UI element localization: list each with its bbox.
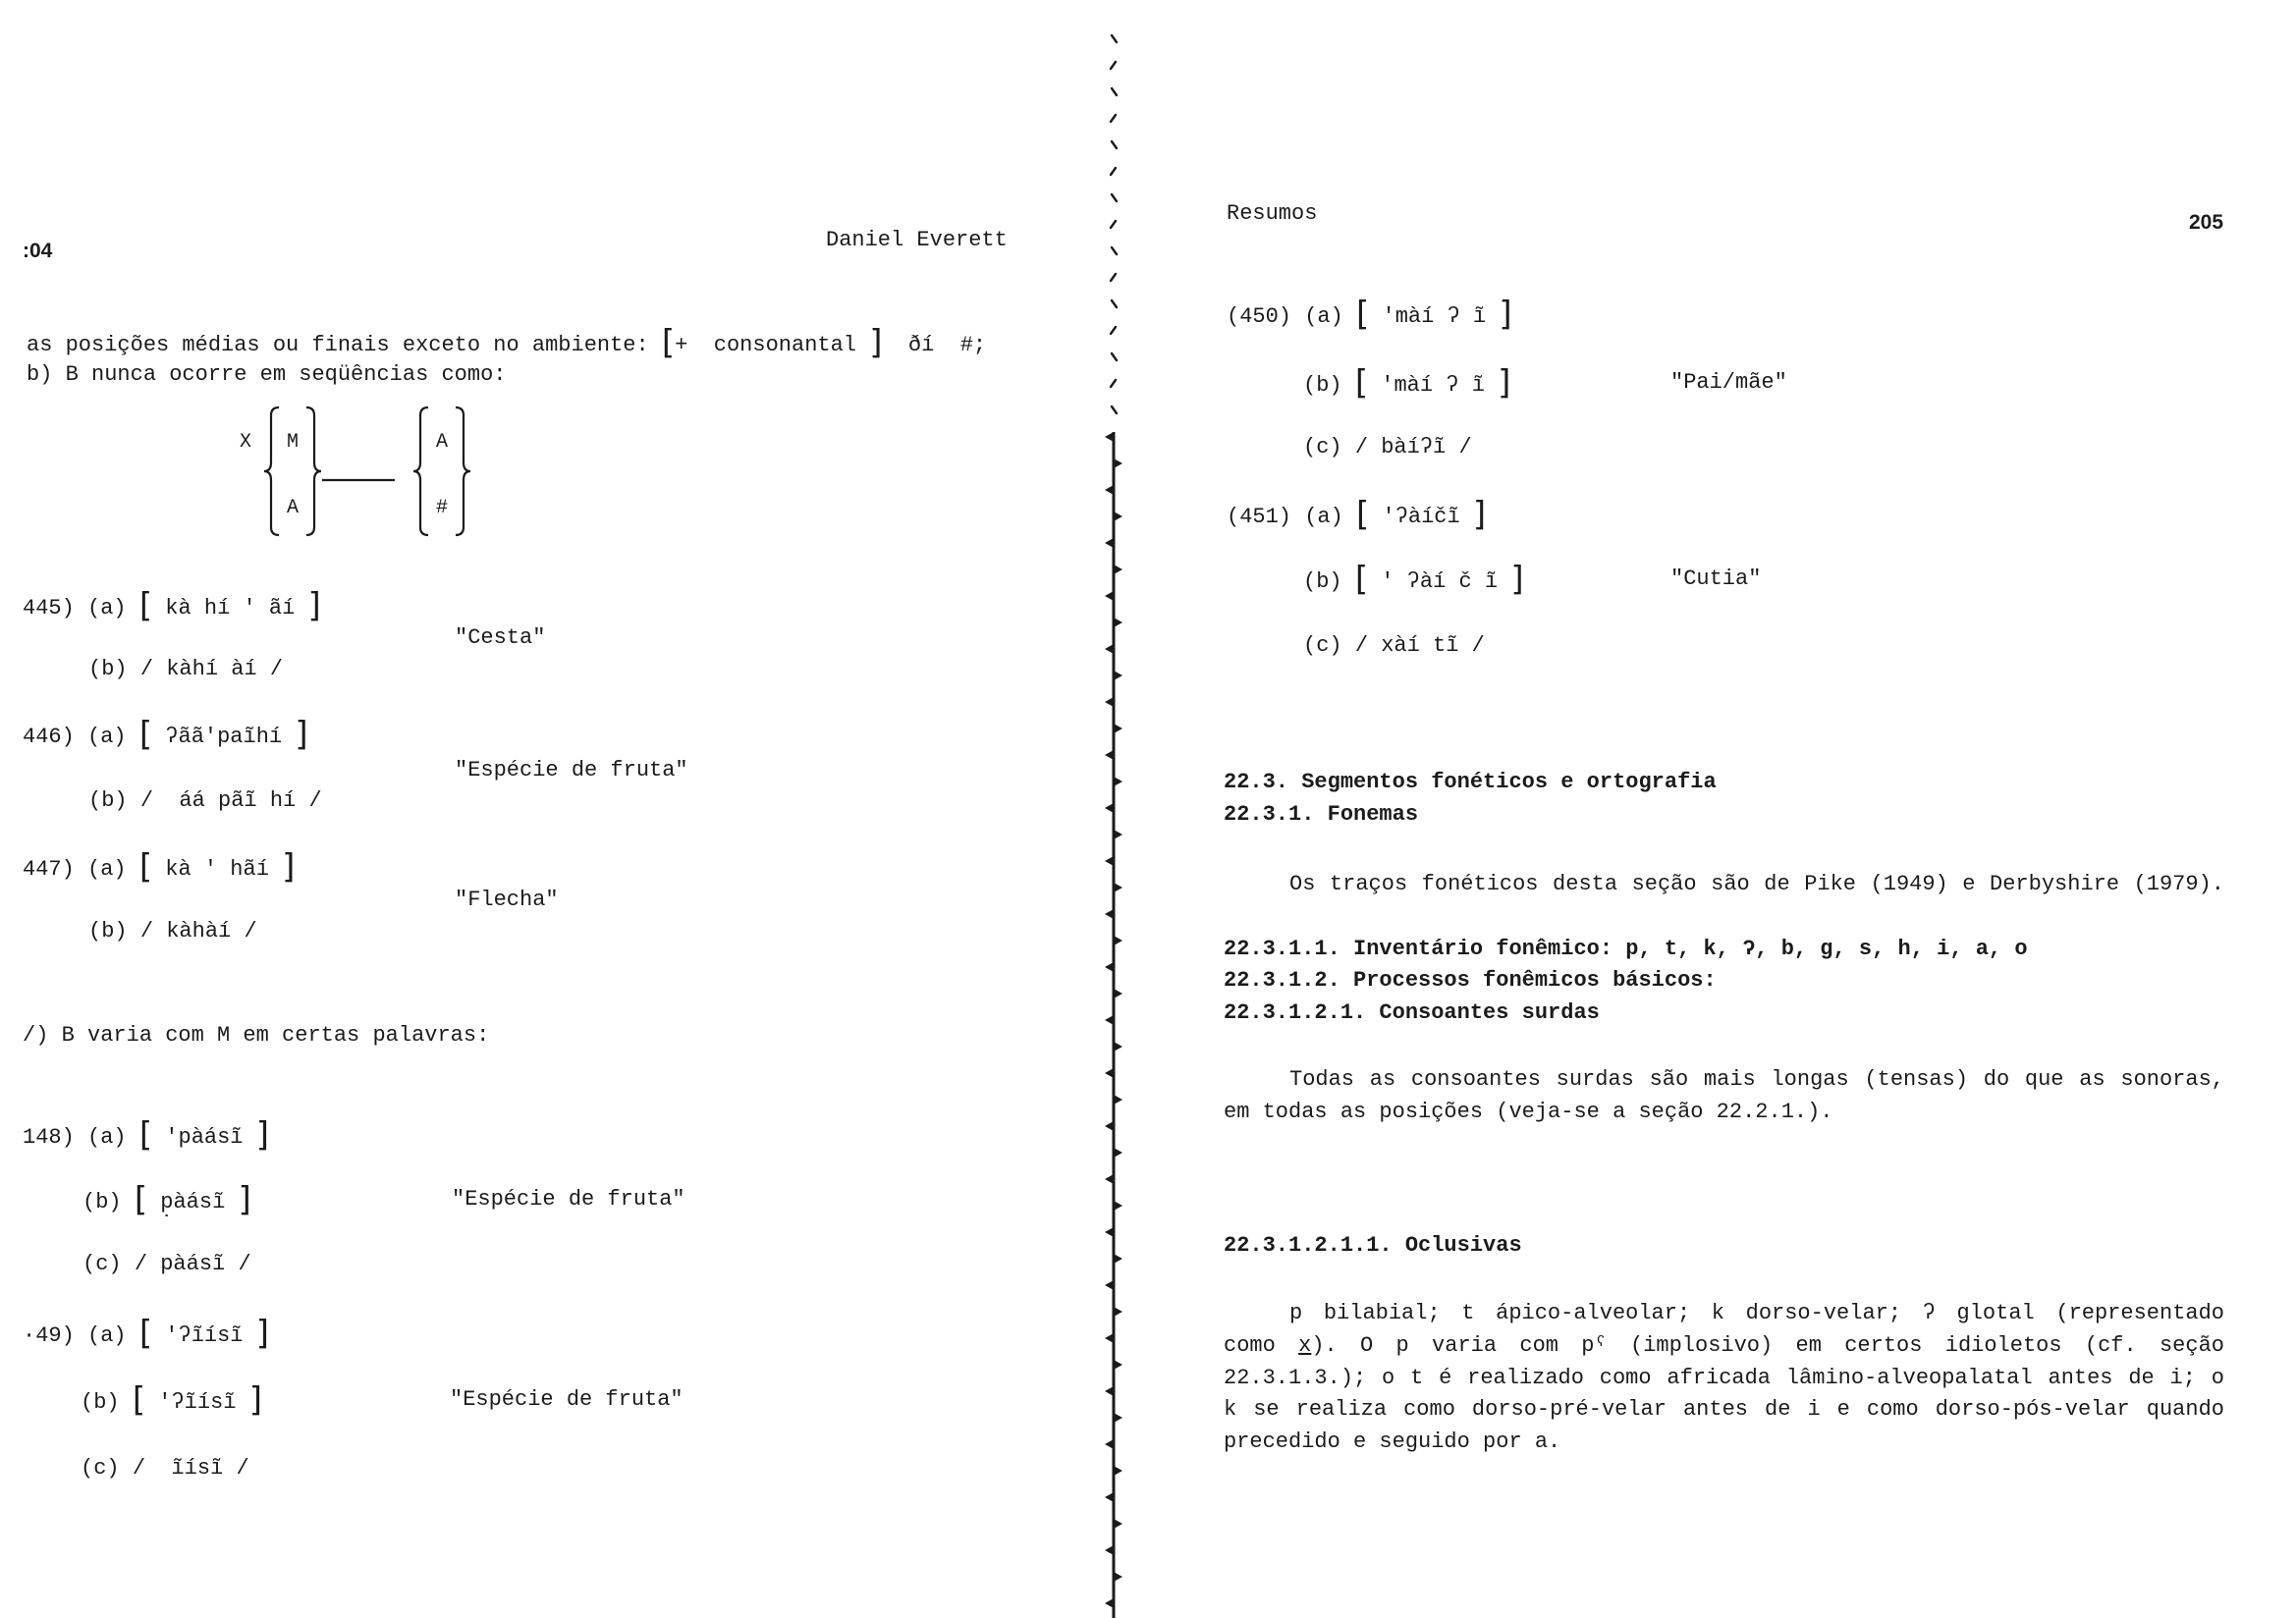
example-line [1227, 495, 1487, 534]
binding-tick [1114, 512, 1122, 521]
section-heading: 22.3. Segmentos fonéticos e ortografia [1224, 770, 1717, 794]
phonetic-form: kà hí ' ãí [165, 596, 296, 620]
example-sub: (b) [1303, 373, 1342, 398]
section-heading: 22.3.1.2.1.1. Oclusivas [1224, 1233, 1522, 1258]
example-line [82, 1180, 251, 1219]
example-sub: (a) [87, 725, 127, 749]
close-bracket: ] [1499, 295, 1512, 334]
example-sub: (c) [82, 1252, 122, 1276]
binding-tick [1105, 644, 1114, 654]
close-slash: / [308, 788, 322, 813]
close-bracket: ] [238, 1180, 251, 1219]
open-bracket: [ [138, 715, 153, 754]
close-bracket: ] [1498, 363, 1511, 403]
example-number: (451) [1227, 505, 1292, 529]
binding-tick [1114, 1413, 1122, 1423]
example-line [81, 1458, 249, 1480]
open-bracket: [ [1354, 363, 1369, 403]
binding-stitch [1111, 274, 1116, 281]
formula-group1-top: M [286, 431, 300, 454]
example-gloss: "Espécie de fruta" [452, 1187, 685, 1212]
binding-tick [1105, 432, 1114, 442]
phonemic-form: bàíʔĩ [1381, 435, 1447, 459]
example-line [1303, 635, 1485, 657]
example-line [23, 847, 296, 887]
rule-c: /) B varia com M em certas palavras: [23, 1023, 490, 1048]
example-line [1303, 560, 1524, 599]
example-line [23, 586, 321, 625]
example-line [82, 1254, 251, 1275]
paragraph-line: precedido e seguido por a. [1224, 1429, 1561, 1454]
example-number: 148) [23, 1125, 75, 1150]
sequence-formula [224, 398, 475, 545]
close-bracket: ] [307, 586, 321, 625]
close-bracket: ] [869, 323, 883, 362]
binding-tick [1105, 1121, 1114, 1131]
phonetic-form: 'màí ʔ ĩ [1382, 304, 1487, 329]
binding-tick [1105, 909, 1114, 919]
example-line [88, 790, 322, 812]
close-slash: / [269, 657, 284, 681]
binding-tick [1105, 1068, 1114, 1078]
example-line [1303, 363, 1511, 403]
example-line [1303, 437, 1472, 458]
open-bracket: [ [134, 1180, 148, 1219]
open-bracket: [ [138, 1314, 153, 1353]
example-sub: (c) [1303, 633, 1342, 658]
binding-tick [1114, 1572, 1122, 1582]
text-run: como [1224, 1333, 1276, 1358]
binding-tick [1114, 777, 1122, 786]
binding-tick [1114, 1148, 1122, 1158]
example-gloss: "Cutia" [1670, 566, 1762, 591]
example-sub: (a) [1304, 505, 1343, 529]
paragraph-line: p bilabial; t ápico-alveolar; k dorso-velar; ʔ glotal (representado [1289, 1301, 2224, 1325]
binding-tick [1114, 1466, 1122, 1476]
phonetic-form: 'ʔĩísĩ [165, 1323, 244, 1348]
binding-tick [1105, 1280, 1114, 1290]
open-slash: / [139, 919, 154, 944]
binding-tick [1114, 724, 1122, 733]
left-brace [413, 407, 428, 535]
example-gloss: "Espécie de fruta" [455, 758, 688, 782]
rule-b: b) B nunca ocorre em seqüências como: [27, 362, 507, 387]
binding-tick [1105, 1492, 1114, 1502]
binding-tick [1105, 1227, 1114, 1237]
open-bracket: [ [1354, 560, 1369, 599]
example-gloss: "Cesta" [455, 625, 546, 650]
binding-stitch [1112, 35, 1117, 42]
binding-tick [1105, 803, 1114, 813]
phonetic-form: 'màí ʔ ĩ [1381, 373, 1485, 398]
example-line [88, 659, 283, 680]
binding-tick [1114, 1042, 1122, 1052]
binding-stitch [1112, 194, 1117, 201]
binding-stitch [1112, 300, 1117, 307]
example-sub: (b) [82, 1190, 122, 1214]
text-run: ). O p varia com pˤ (implosivo) em certos idioletos (cf. seção [1311, 1333, 2224, 1358]
paragraph-line: k se realiza como dorso-pré-velar antes de i e como dorso-pós-velar quando [1224, 1397, 2224, 1422]
open-slash: / [139, 657, 154, 681]
binding-tick [1105, 1174, 1114, 1184]
formula-group1-bottom: A [286, 497, 300, 519]
open-slash: / [139, 788, 154, 813]
book-spine-binding [1100, 0, 1127, 1618]
binding-stitch [1111, 221, 1116, 228]
example-sub: (b) [88, 919, 128, 944]
example-gloss: "Espécie de fruta" [450, 1387, 683, 1412]
example-sub: (a) [87, 857, 127, 882]
phonemic-form: pàásĩ [160, 1252, 226, 1276]
formula-x: X [240, 431, 252, 454]
example-sub: (b) [88, 657, 128, 681]
right-brace [456, 407, 470, 535]
example-number: (450) [1227, 304, 1292, 329]
example-gloss: "Flecha" [455, 888, 559, 912]
binding-tick [1105, 485, 1114, 495]
binding-tick [1114, 830, 1122, 839]
binding-tick [1114, 1360, 1122, 1370]
paragraph-line: 22.3.1.3.); o t é realizado como africada lâmino-alveopalatal antes de i; o [1224, 1366, 2224, 1390]
environment-line [27, 323, 987, 362]
section-heading: 22.3.1.2.1. Consoantes surdas [1224, 1000, 1600, 1025]
phonemic-form: kàhí àí [166, 657, 257, 681]
open-bracket: [ [132, 1380, 146, 1420]
close-bracket: ] [1510, 560, 1524, 599]
open-bracket: [ [138, 586, 153, 625]
binding-tick [1105, 1386, 1114, 1396]
environment-suffix: ðí #; [895, 333, 987, 357]
binding-stitch [1111, 168, 1116, 175]
left-running-head: Daniel Everett [826, 228, 1008, 252]
phonetic-form: 'ʔĩísĩ [158, 1390, 237, 1415]
binding-tick [1105, 1439, 1114, 1449]
binding-tick [1114, 618, 1122, 627]
open-slash: / [1354, 435, 1369, 459]
binding-tick [1114, 671, 1122, 680]
binding-stitch [1112, 88, 1117, 95]
binding-tick [1105, 1333, 1114, 1343]
binding-tick [1114, 883, 1122, 892]
phonetic-form: ' ʔàí č ĩ [1381, 569, 1499, 594]
example-line [1227, 295, 1512, 334]
close-slash: / [238, 1252, 251, 1276]
open-bracket: [ [138, 1115, 153, 1155]
binding-tick [1114, 1307, 1122, 1317]
open-bracket: [ [138, 847, 153, 887]
binding-tick [1114, 565, 1122, 574]
phonemic-form: xàí tĩ [1381, 633, 1459, 658]
example-line [81, 1380, 262, 1420]
paragraph-line [1224, 1335, 2224, 1357]
example-line [23, 1115, 269, 1155]
paragraph-line: Os traços fonéticos desta seção são de Pike (1949) e Derbyshire (1979). [1289, 872, 2224, 896]
phonetic-form: ʔãã'paĩhí [165, 725, 283, 749]
open-slash: / [1354, 633, 1369, 658]
formula-group2-bottom: # [435, 497, 449, 519]
section-heading: 22.3.1.2. Processos fonêmicos básicos: [1224, 968, 1717, 993]
example-number: 447) [23, 857, 75, 882]
formula-group2-top: A [435, 431, 449, 454]
binding-tick [1114, 1519, 1122, 1529]
example-sub: (c) [81, 1456, 120, 1481]
close-bracket: ] [255, 1314, 269, 1353]
binding-stitch [1112, 406, 1117, 413]
paragraph-line: em todas as posições (veja-se a seção 22.2.1.). [1224, 1100, 1833, 1124]
left-page-number: :04 [23, 240, 53, 262]
binding-tick [1105, 750, 1114, 760]
open-bracket: [ [1356, 495, 1370, 534]
binding-tick [1105, 538, 1114, 548]
binding-stitch [1111, 115, 1116, 122]
example-number: 446) [23, 725, 75, 749]
example-gloss: "Pai/mãe" [1670, 370, 1787, 395]
close-bracket: ] [282, 847, 296, 887]
example-sub: (b) [88, 788, 128, 813]
open-slash: / [134, 1252, 148, 1276]
open-bracket: [ [661, 323, 676, 362]
phonemic-form: áá pãĩ hí [166, 788, 297, 813]
right-page-number: 205 [2189, 211, 2224, 234]
paragraph-line: Todas as consoantes surdas são mais longas (tensas) do que as sonoras, [1289, 1067, 2224, 1092]
environment-text: as posições médias ou finais exceto no ambiente: [27, 333, 649, 357]
binding-tick [1105, 591, 1114, 601]
phonemic-form: kàhàí [166, 919, 232, 944]
example-line [23, 715, 308, 754]
example-line [88, 921, 257, 943]
phonetic-form: 'pàásĩ [165, 1125, 244, 1150]
open-slash: / [132, 1456, 146, 1481]
example-sub: (a) [87, 1125, 127, 1150]
example-number: ·49) [23, 1323, 75, 1348]
close-slash: / [1471, 633, 1485, 658]
phonetic-form: 'ʔàíčĩ [1382, 505, 1460, 529]
binding-tick [1114, 458, 1122, 468]
binding-tick [1114, 1095, 1122, 1105]
section-heading: 22.3.1. Fonemas [1224, 802, 1419, 827]
close-bracket: ] [1472, 495, 1487, 534]
binding-tick [1105, 697, 1114, 707]
close-slash: / [244, 919, 257, 944]
close-slash: / [236, 1456, 249, 1481]
section-heading: 22.3.1.1. Inventário fonêmico: p, t, k, ʔ, b, g, s, h, i, a, o [1224, 937, 2028, 961]
binding-stitch [1112, 247, 1117, 254]
binding-tick [1105, 1545, 1114, 1555]
binding-stitch [1112, 353, 1117, 360]
example-sub: (a) [87, 596, 127, 620]
binding-stitch [1112, 141, 1117, 148]
phonetic-form: p̣àásĩ [160, 1190, 226, 1214]
binding-tick [1105, 1015, 1114, 1025]
binding-stitch [1111, 380, 1116, 387]
close-bracket: ] [255, 1115, 269, 1155]
phonemic-form: ĩísĩ [158, 1456, 224, 1481]
right-brace [306, 407, 321, 535]
example-sub: (a) [87, 1323, 127, 1348]
example-sub: (b) [81, 1390, 120, 1415]
example-line [23, 1314, 269, 1353]
example-sub: (b) [1303, 569, 1342, 594]
binding-stitch [1111, 62, 1116, 69]
binding-stitch [1111, 327, 1116, 334]
right-running-head: Resumos [1227, 201, 1318, 226]
binding-tick [1114, 1201, 1122, 1211]
left-brace [264, 407, 279, 535]
feature-text: + consonantal [675, 333, 857, 357]
close-bracket: ] [248, 1380, 262, 1420]
close-slash: / [1458, 435, 1472, 459]
example-sub: (a) [1304, 304, 1343, 329]
close-bracket: ] [295, 715, 308, 754]
phonetic-form: kà ' hãí [165, 857, 269, 882]
underlined-letter: x [1298, 1333, 1312, 1358]
binding-tick [1114, 936, 1122, 945]
example-number: 445) [23, 596, 75, 620]
example-sub: (c) [1303, 435, 1342, 459]
open-bracket: [ [1356, 295, 1370, 334]
binding-tick [1105, 856, 1114, 866]
binding-tick [1105, 962, 1114, 972]
binding-tick [1114, 1254, 1122, 1264]
binding-tick [1114, 989, 1122, 998]
binding-tick [1105, 1598, 1114, 1608]
